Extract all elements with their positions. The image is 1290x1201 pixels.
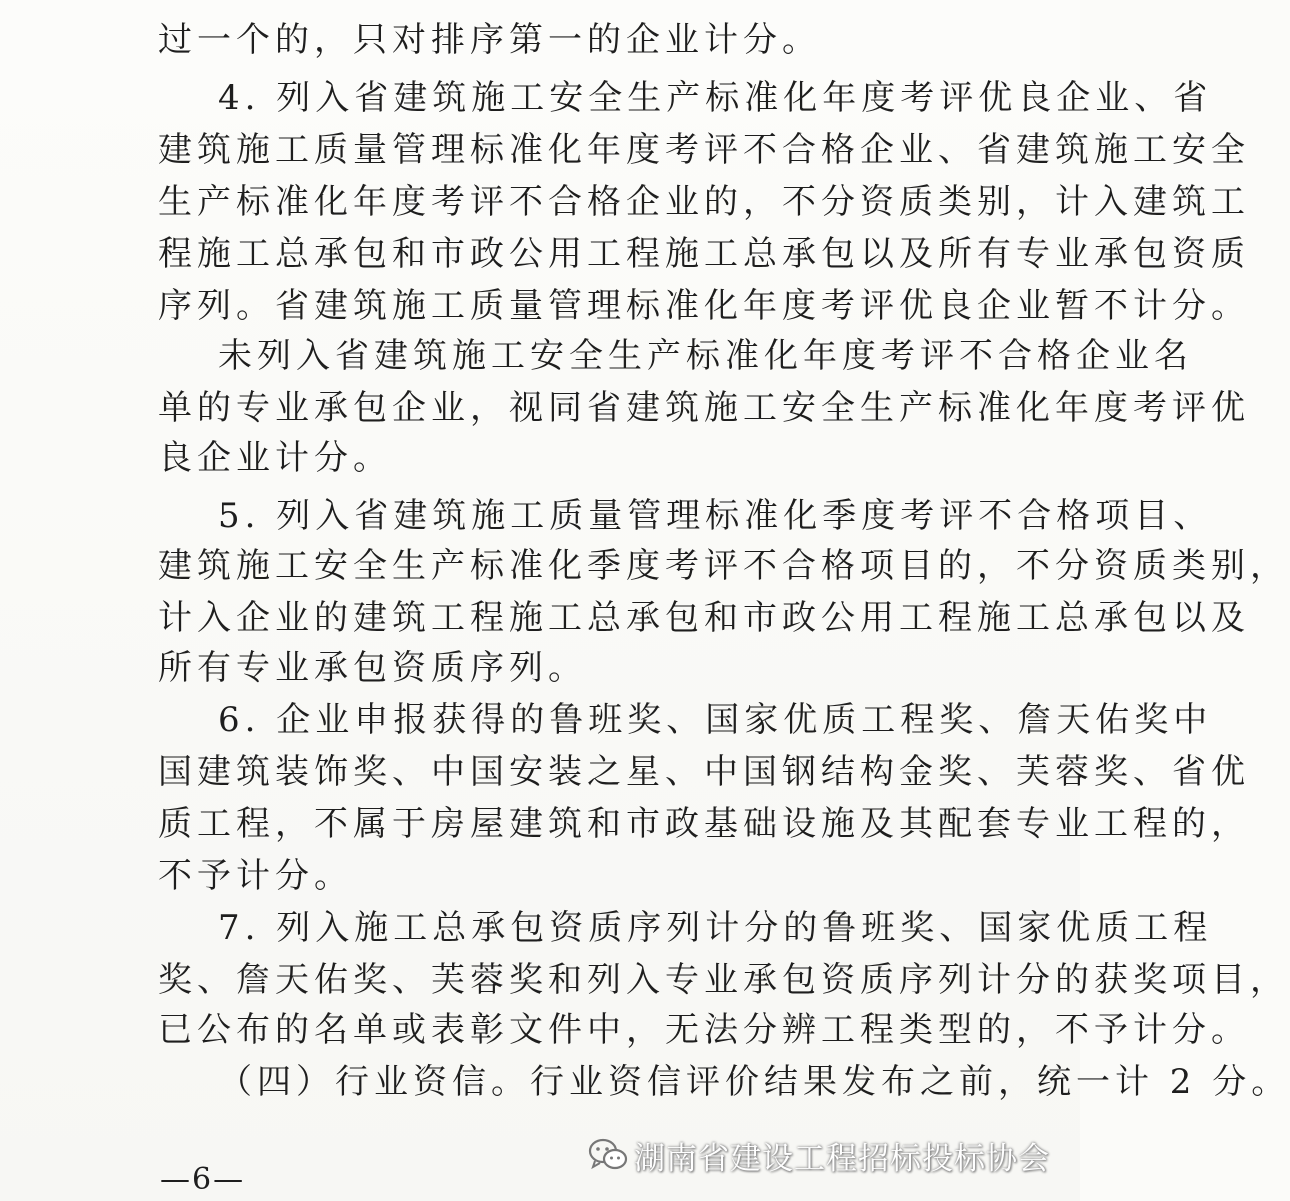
text-line-9: 良企业计分。	[158, 438, 392, 478]
text-line-5: 程施工总承包和市政公用工程施工总承包以及所有专业承包资质	[158, 234, 1250, 274]
watermark	[588, 1133, 1050, 1177]
text-line-1: 过一个的，只对排序第一的企业计分。	[158, 20, 821, 60]
text-line-15: 国建筑装饰奖、中国安装之星、中国钢结构金奖、芙蓉奖、省优	[158, 752, 1250, 792]
text-line-3: 建筑施工质量管理标准化年度考评不合格企业、省建筑施工安全	[158, 130, 1250, 170]
wechat-icon	[588, 1137, 628, 1173]
text-line-14: 6. 企业申报获得的鲁班奖、国家优质工程奖、詹天佑奖中	[218, 700, 1213, 740]
text-line-21: （四）行业资信。行业资信评价结果发布之前，统一计 2 分。	[218, 1062, 1290, 1102]
text-line-20: 已公布的名单或表彰文件中，无法分辨工程类型的，不予计分。	[158, 1010, 1250, 1050]
text-line-11: 建筑施工安全生产标准化季度考评不合格项目的，不分资质类别，	[158, 546, 1289, 586]
text-line-6: 序列。省建筑施工质量管理标准化年度考评优良企业暂不计分。	[158, 286, 1250, 326]
text-line-16: 质工程，不属于房屋建筑和市政基础设施及其配套专业工程的，	[158, 804, 1250, 844]
text-line-13: 所有专业承包资质序列。	[158, 648, 587, 688]
text-line-4: 生产标准化年度考评不合格企业的，不分资质类别，计入建筑工	[158, 182, 1250, 222]
page-number: —6—	[160, 1162, 246, 1197]
text-line-2: 4. 列入省建筑施工安全生产标准化年度考评优良企业、省	[218, 78, 1213, 118]
text-line-17: 不予计分。	[158, 856, 353, 896]
text-line-8: 单的专业承包企业，视同省建筑施工安全生产标准化年度考评优	[158, 388, 1250, 428]
text-line-18: 7. 列入施工总承包资质序列计分的鲁班奖、国家优质工程	[218, 908, 1213, 948]
text-line-7: 未列入省建筑施工安全生产标准化年度考评不合格企业名	[218, 336, 1193, 376]
text-line-12: 计入企业的建筑工程施工总承包和市政公用工程施工总承包以及	[158, 598, 1250, 638]
text-line-10: 5. 列入省建筑施工质量管理标准化季度考评不合格项目、	[218, 496, 1213, 536]
text-line-19: 奖、詹天佑奖、芙蓉奖和列入专业承包资质序列计分的获奖项目，	[158, 960, 1289, 1000]
watermark-text: 湖南省建设工程招标投标协会	[634, 1140, 1050, 1177]
